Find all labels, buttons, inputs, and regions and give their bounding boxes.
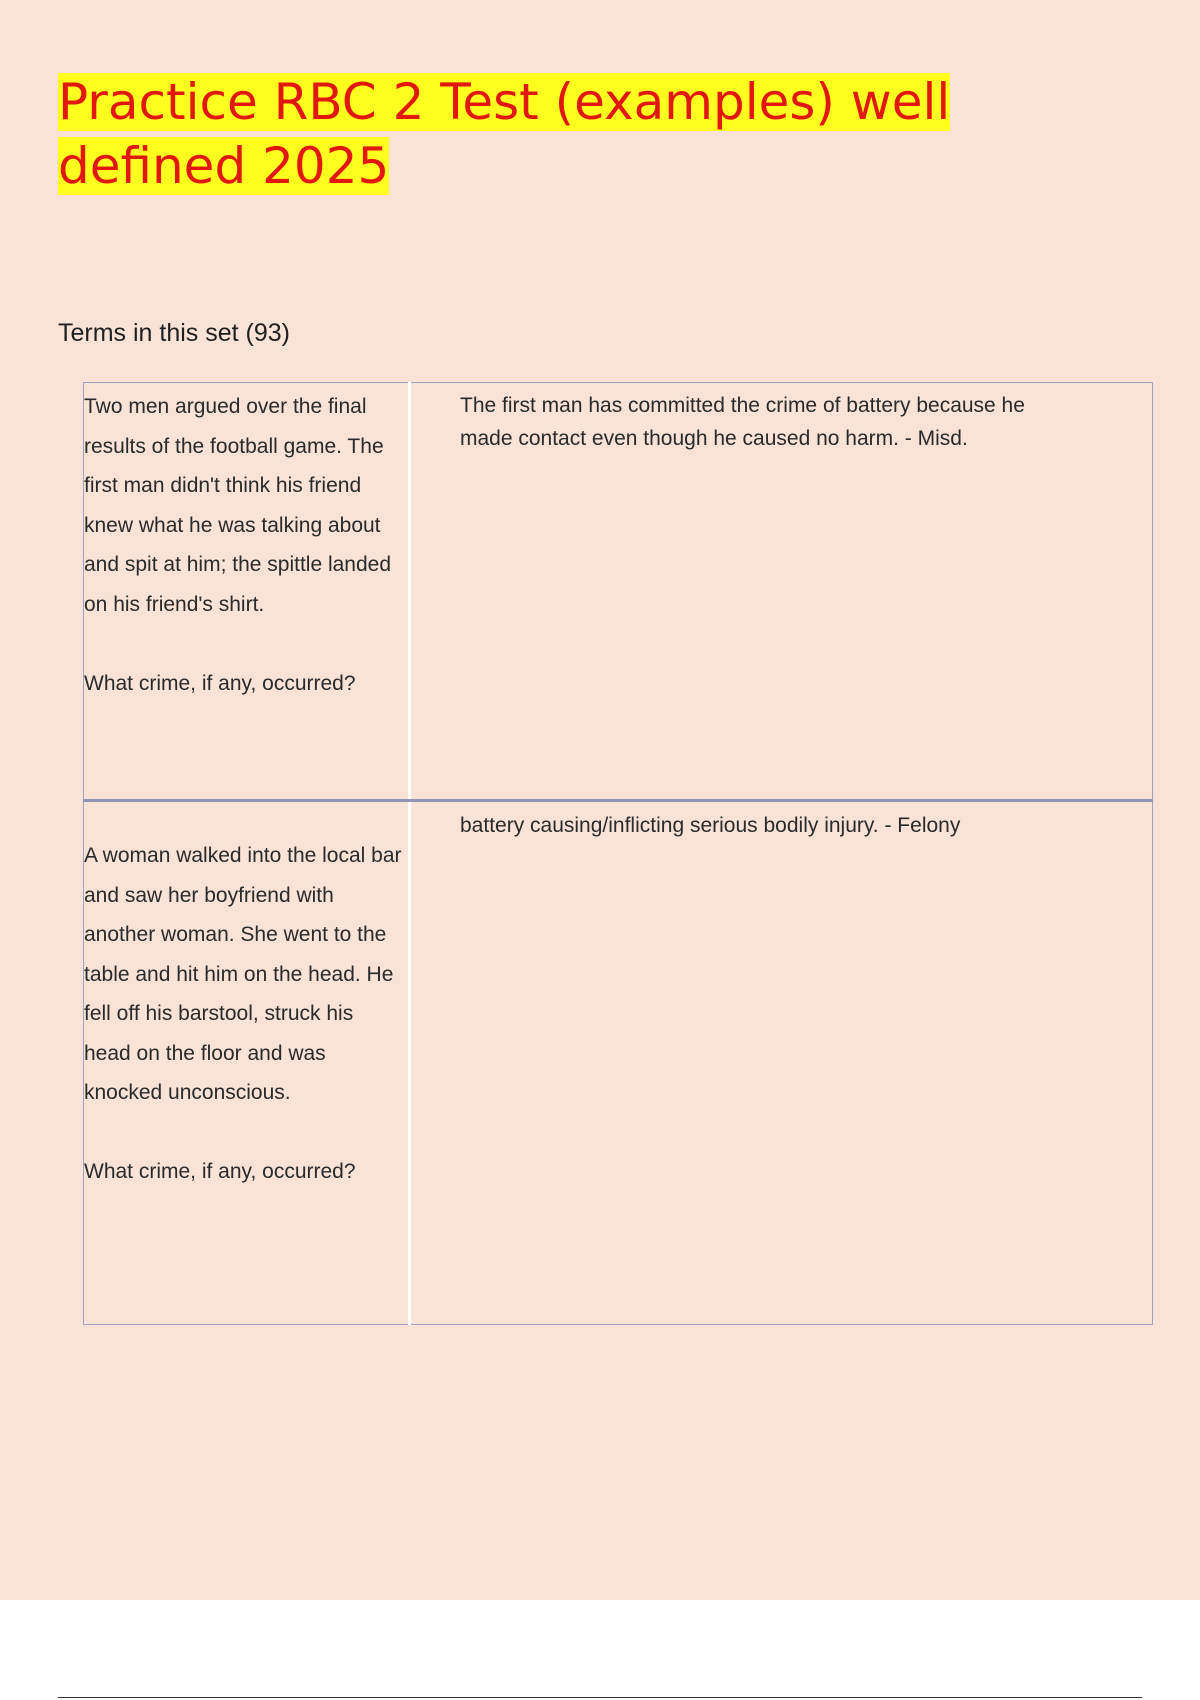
flashcard-definition [410, 383, 1153, 801]
document-title [58, 70, 1058, 198]
flashcard-table [83, 382, 1153, 1325]
flashcard-row [84, 801, 1153, 1325]
document-title-text: Practice RBC 2 Test (examples) well defined 2025 [58, 73, 951, 195]
term-text: Two men argued over the final results of the football game. The first man didn't think his friend knew what he was talking about and spit at him; the spittle landed on his friend's shirt. [84, 395, 392, 616]
flashcard-row [84, 383, 1153, 801]
term-question: What crime, if any, occurred? [84, 1160, 356, 1183]
flashcard-term [84, 383, 410, 801]
term-question: What crime, if any, occurred? [84, 671, 356, 695]
definition-text: The first man has committed the crime of battery because he made contact even though he caused no harm. - Misd. [460, 394, 1025, 450]
term-text: A woman walked into the local bar and saw her boyfriend with another woman. She went to the table and hit him on the head. He fell off his barstool, struck his head on the floor and was knocked unconscious. [84, 844, 402, 1104]
terms-count-heading: Terms in this set (93) [58, 319, 291, 347]
definition-text: battery causing/inflicting serious bodily injury. - Felony [460, 814, 961, 837]
footer-divider [58, 1697, 1142, 1698]
flashcard-term [84, 801, 410, 1325]
flashcard-definition [410, 801, 1153, 1325]
